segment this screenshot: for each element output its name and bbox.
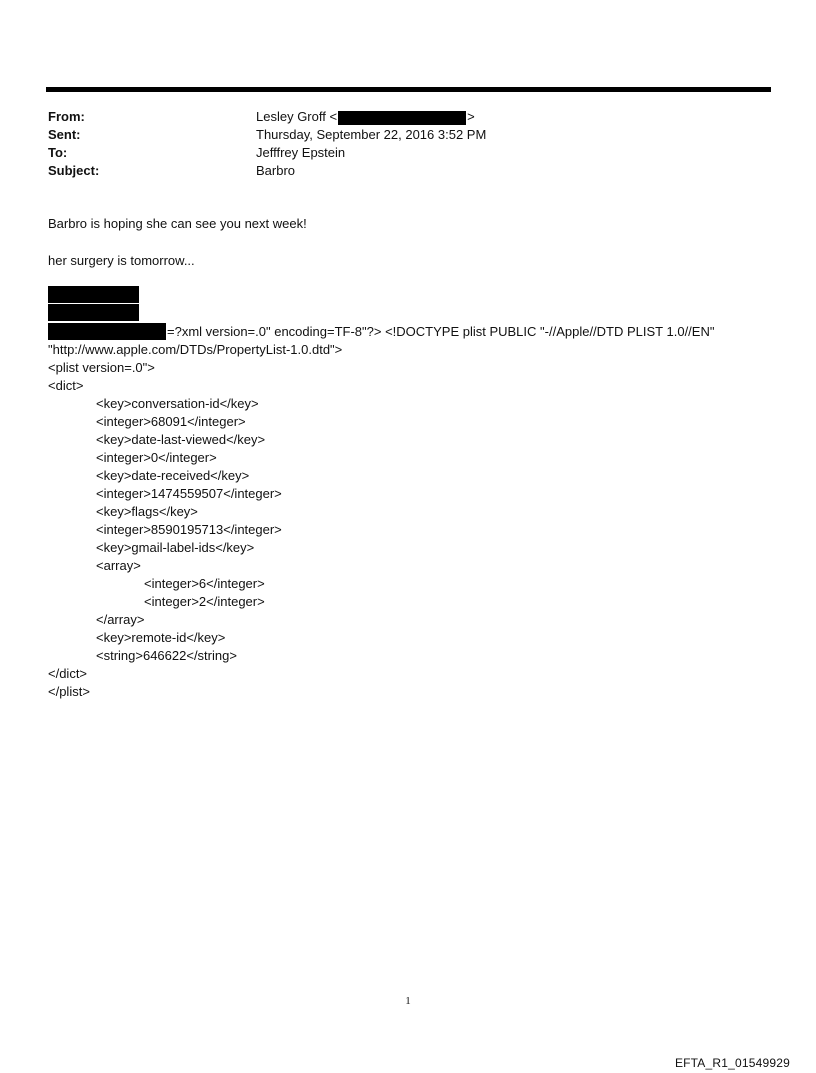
header-divider <box>46 87 771 92</box>
redaction-block <box>48 286 139 303</box>
plist-line: <integer>8590195713</integer> <box>96 522 282 537</box>
plist-line: <plist version=.0"> <box>48 360 155 375</box>
plist-line: <string>646622</string> <box>96 648 237 663</box>
from-value <box>256 108 475 126</box>
to-label: To: <box>48 145 68 160</box>
subject-value: Barbro <box>256 163 296 178</box>
body-line-2: her surgery is tomorrow... <box>48 253 195 268</box>
redacted-email <box>338 111 466 125</box>
redaction-block <box>48 304 139 321</box>
plist-line: "http://www.apple.com/DTDs/PropertyList-1.0.dtd"> <box>48 342 343 357</box>
plist-line: <key>remote-id</key> <box>96 630 226 645</box>
plist-line: <integer>2</integer> <box>144 594 265 609</box>
plist-line: <integer>6</integer> <box>144 576 265 591</box>
plist-line: <integer>1474559507</integer> <box>96 486 282 501</box>
plist-line: </plist> <box>48 684 90 699</box>
to-value: Jefffrey Epstein <box>256 145 346 160</box>
plist-line: <key>gmail-label-ids</key> <box>96 540 255 555</box>
from-label: From: <box>48 109 85 124</box>
plist-line: <key>flags</key> <box>96 504 198 519</box>
plist-line: =?xml version=.0" encoding=TF-8"?> <!DOCTYPE plist PUBLIC "-//Apple//DTD PLIST 1.0//EN" <box>167 324 715 339</box>
plist-line: <key>date-last-viewed</key> <box>96 432 266 447</box>
body-line-1: Barbro is hoping she can see you next week! <box>48 216 307 231</box>
subject-label: Subject: <box>48 163 100 178</box>
plist-line: </dict> <box>48 666 88 681</box>
sender-name: Lesley Groff < <box>256 109 338 124</box>
plist-line: <array> <box>96 558 141 573</box>
plist-line: <key>conversation-id</key> <box>96 396 259 411</box>
document-id: EFTA_R1_01549929 <box>674 1056 790 1070</box>
sent-value: Thursday, September 22, 2016 3:52 PM <box>256 127 487 142</box>
plist-line: </array> <box>96 612 145 627</box>
sent-label: Sent: <box>48 127 81 142</box>
plist-line: <integer>0</integer> <box>96 450 217 465</box>
plist-block <box>48 323 788 701</box>
plist-line: <key>date-received</key> <box>96 468 250 483</box>
sender-close-bracket: > <box>467 109 475 124</box>
plist-line: <dict> <box>48 378 84 393</box>
plist-line: <integer>68091</integer> <box>96 414 246 429</box>
page-number: 1 <box>405 995 411 1007</box>
